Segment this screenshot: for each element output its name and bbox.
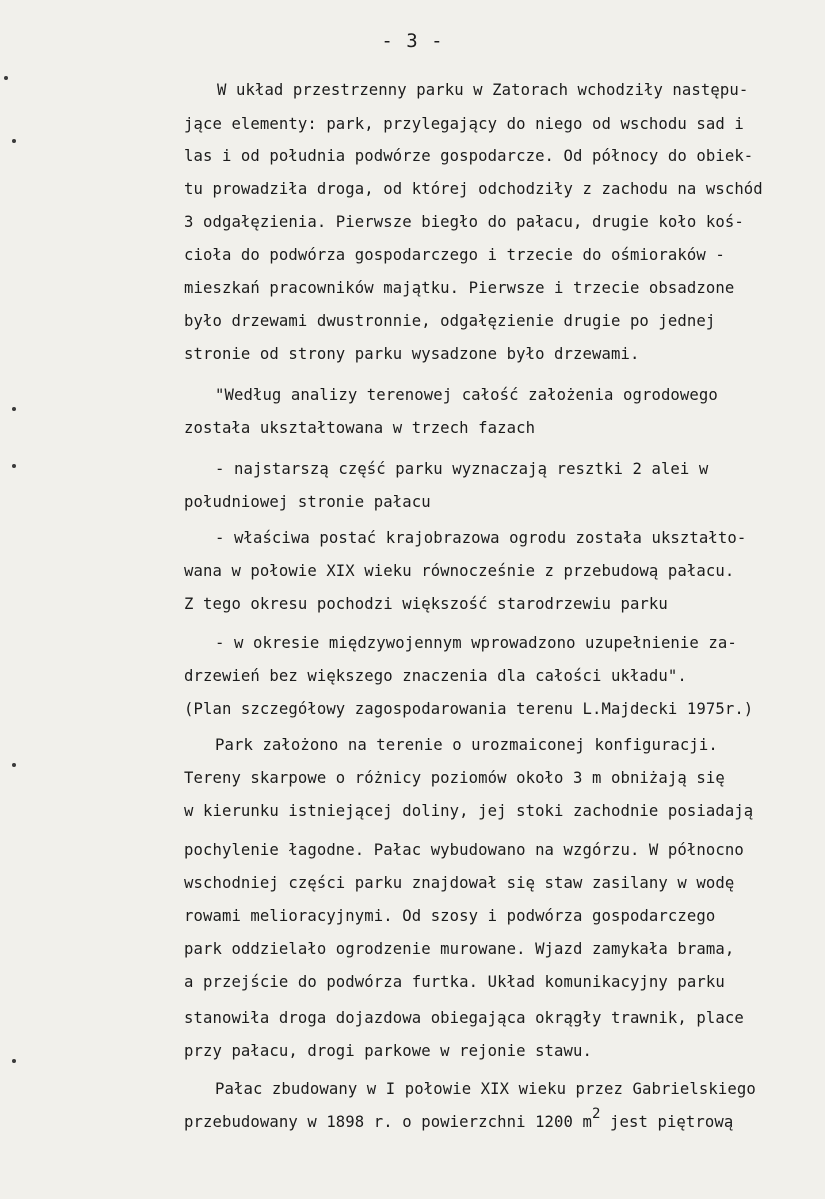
- text-line: - w okresie międzywojennym wprowadzono uzupełnienie za-: [215, 634, 737, 652]
- page-number: - 3 -: [381, 30, 444, 52]
- text-line: drzewień bez większego znaczenia dla całości układu".: [184, 667, 687, 685]
- text-line: wana w połowie XIX wieku równocześnie z przebudową pałacu.: [184, 562, 735, 580]
- text-line: cioła do podwórza gospodarczego i trzecie do ośmioraków -: [184, 246, 725, 264]
- superscript: 2: [592, 1106, 601, 1122]
- margin-mark: [12, 763, 16, 767]
- text-line: było drzewami dwustronnie, odgałęzienie drugie po jednej: [184, 312, 716, 330]
- text-line: las i od południa podwórze gospodarcze. Od północy do obiek-: [184, 147, 754, 165]
- text-line: tu prowadziła droga, od której odchodziły z zachodu na wschód: [184, 180, 763, 198]
- text-line: (Plan szczegółowy zagospodarowania terenu L.Majdecki 1975r.): [184, 700, 754, 718]
- text-line: 3 odgałęzienia. Pierwsze biegło do pałacu, drugie koło koś-: [184, 213, 744, 231]
- text-line: Tereny skarpowe o różnicy poziomów około 3 m obniżają się: [184, 769, 725, 787]
- text-line-part: przebudowany w 1898 r. o powierzchni 1200 m: [184, 1113, 592, 1131]
- text-line: W układ przestrzenny parku w Zatorach wchodziły następu-: [217, 81, 749, 99]
- text-line: jące elementy: park, przylegający do niego od wschodu sad i: [184, 115, 744, 133]
- text-line: Park założono na terenie o urozmaiconej konfiguracji.: [215, 736, 718, 754]
- text-line: Pałac zbudowany w I połowie XIX wieku przez Gabrielskiego: [215, 1080, 756, 1098]
- text-line: park oddzielało ogrodzenie murowane. Wjazd zamykała brama,: [184, 940, 735, 958]
- text-line: południowej stronie pałacu: [184, 493, 431, 511]
- text-line: a przejście do podwórza furtka. Układ komunikacyjny parku: [184, 973, 725, 991]
- margin-mark: [12, 139, 16, 143]
- text-line: rowami melioracyjnymi. Od szosy i podwórza gospodarczego: [184, 907, 716, 925]
- text-line-part: jest piętrową: [600, 1113, 734, 1131]
- text-line: w kierunku istniejącej doliny, jej stoki zachodnie posiadają: [184, 802, 754, 820]
- margin-mark: [12, 1059, 16, 1063]
- margin-mark: [12, 407, 16, 411]
- text-line: przy pałacu, drogi parkowe w rejonie stawu.: [184, 1042, 592, 1060]
- text-line: pochylenie łagodne. Pałac wybudowano na wzgórzu. W północno: [184, 841, 744, 859]
- text-line: Z tego okresu pochodzi większość starodrzewiu parku: [184, 595, 668, 613]
- text-line: "Według analizy terenowej całość założenia ogrodowego: [215, 386, 718, 404]
- margin-mark: [4, 76, 8, 80]
- margin-mark: [12, 464, 16, 468]
- text-line: stronie od strony parku wysadzone było drzewami.: [184, 345, 640, 363]
- text-line: - najstarszą część parku wyznaczają resztki 2 alei w: [215, 460, 709, 478]
- text-line: została ukształtowana w trzech fazach: [184, 419, 536, 437]
- text-line: [184, 1106, 734, 1131]
- text-line: - właściwa postać krajobrazowa ogrodu została ukształto-: [215, 529, 747, 547]
- text-line: mieszkań pracowników majątku. Pierwsze i trzecie obsadzone: [184, 279, 735, 297]
- text-line: wschodniej części parku znajdował się staw zasilany w wodę: [184, 874, 735, 892]
- text-line: stanowiła droga dojazdowa obiegająca okrągły trawnik, place: [184, 1009, 744, 1027]
